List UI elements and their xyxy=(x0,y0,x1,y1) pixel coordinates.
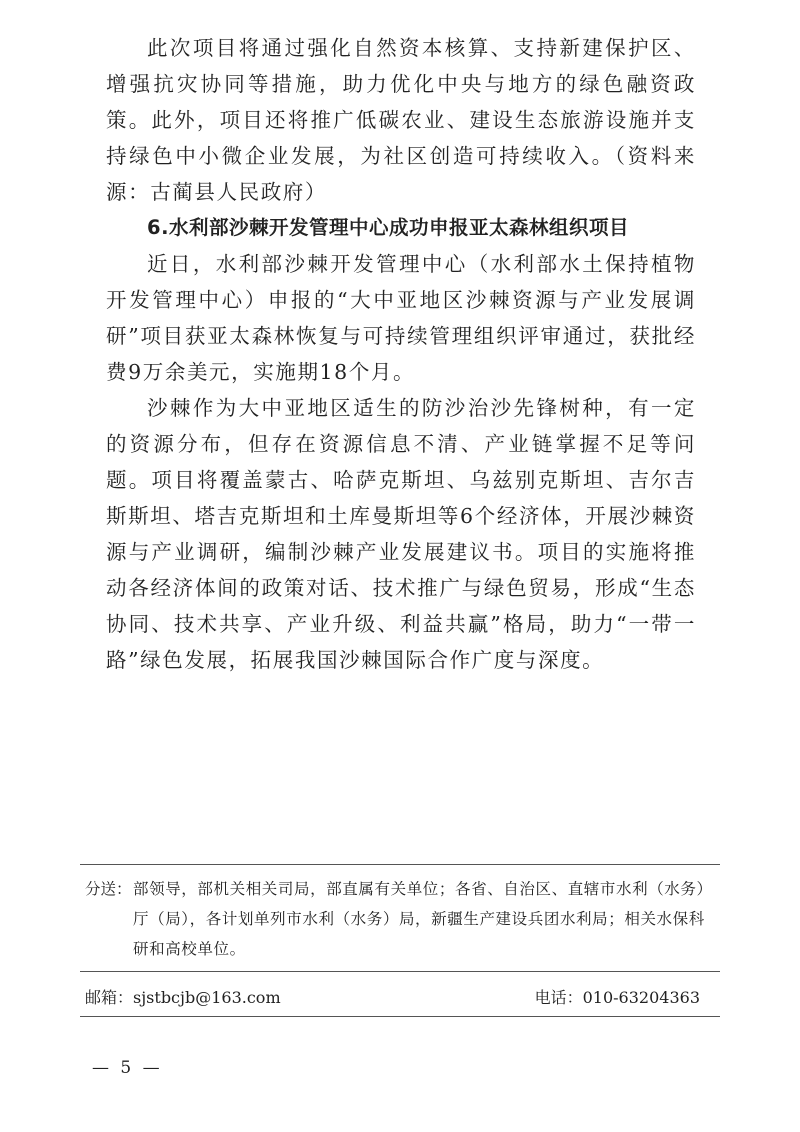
page-number: — 5 — xyxy=(92,1058,163,1078)
email: 邮箱：sjstbcjb@163.com xyxy=(85,988,281,1007)
contact-row xyxy=(85,985,700,1008)
paragraph-project-approval: 近日，水利部沙棘开发管理中心（水利部水土保持植物开发管理中心）申报的“大中亚地区沙棘资源与产业发展调研”项目获亚太森林恢复与可持续管理组织评审通过，获批经费9万余美元，实施期18个月。 xyxy=(106,252,696,384)
distribution-list: 部领导，部机关相关司局，部直属有关单位；各省、自治区、直辖市水利（水务）厅（局），各计划单列市水利（水务）局，新疆生产建设兵团水利局；相关水保科研和高校单位。 xyxy=(133,880,713,958)
document-body xyxy=(106,30,696,678)
phone: 电话：010-63204363 xyxy=(534,988,700,1007)
divider-top xyxy=(80,864,720,865)
divider-bottom xyxy=(80,1016,720,1017)
distribution-label: 分送： xyxy=(85,880,132,898)
paragraph-green-finance: 此次项目将通过强化自然资本核算、支持新建保护区、增强抗灾协同等措施，助力优化中央与地方的绿色融资政策。此外，项目还将推广低碳农业、建设生态旅游设施并支持绿色中小微企业发展，为社区创造可持续收入。（资料来源：古蔺县人民政府） xyxy=(106,36,696,204)
distribution-block xyxy=(85,874,720,964)
divider-middle xyxy=(80,971,720,972)
section-heading-6: 6.水利部沙棘开发管理中心成功申报亚太森林组织项目 xyxy=(147,216,629,239)
paragraph-seabuckthorn-details: 沙棘作为大中亚地区适生的防沙治沙先锋树种，有一定的资源分布，但存在资源信息不清、产业链掌握不足等问题。项目将覆盖蒙古、哈萨克斯坦、乌兹别克斯坦、吉尔吉斯斯坦、塔吉克斯坦和土库曼斯坦等6个经济体，开展沙棘资源与产业调研，编制沙棘产业发展建议书。项目的实施将推动各经济体间的政策对话、技术推广与绿色贸易，形成“生态协同、技术共享、产业升级、利益共赢”格局，助力“一带一路”绿色发展，拓展我国沙棘国际合作广度与深度。 xyxy=(106,396,696,672)
